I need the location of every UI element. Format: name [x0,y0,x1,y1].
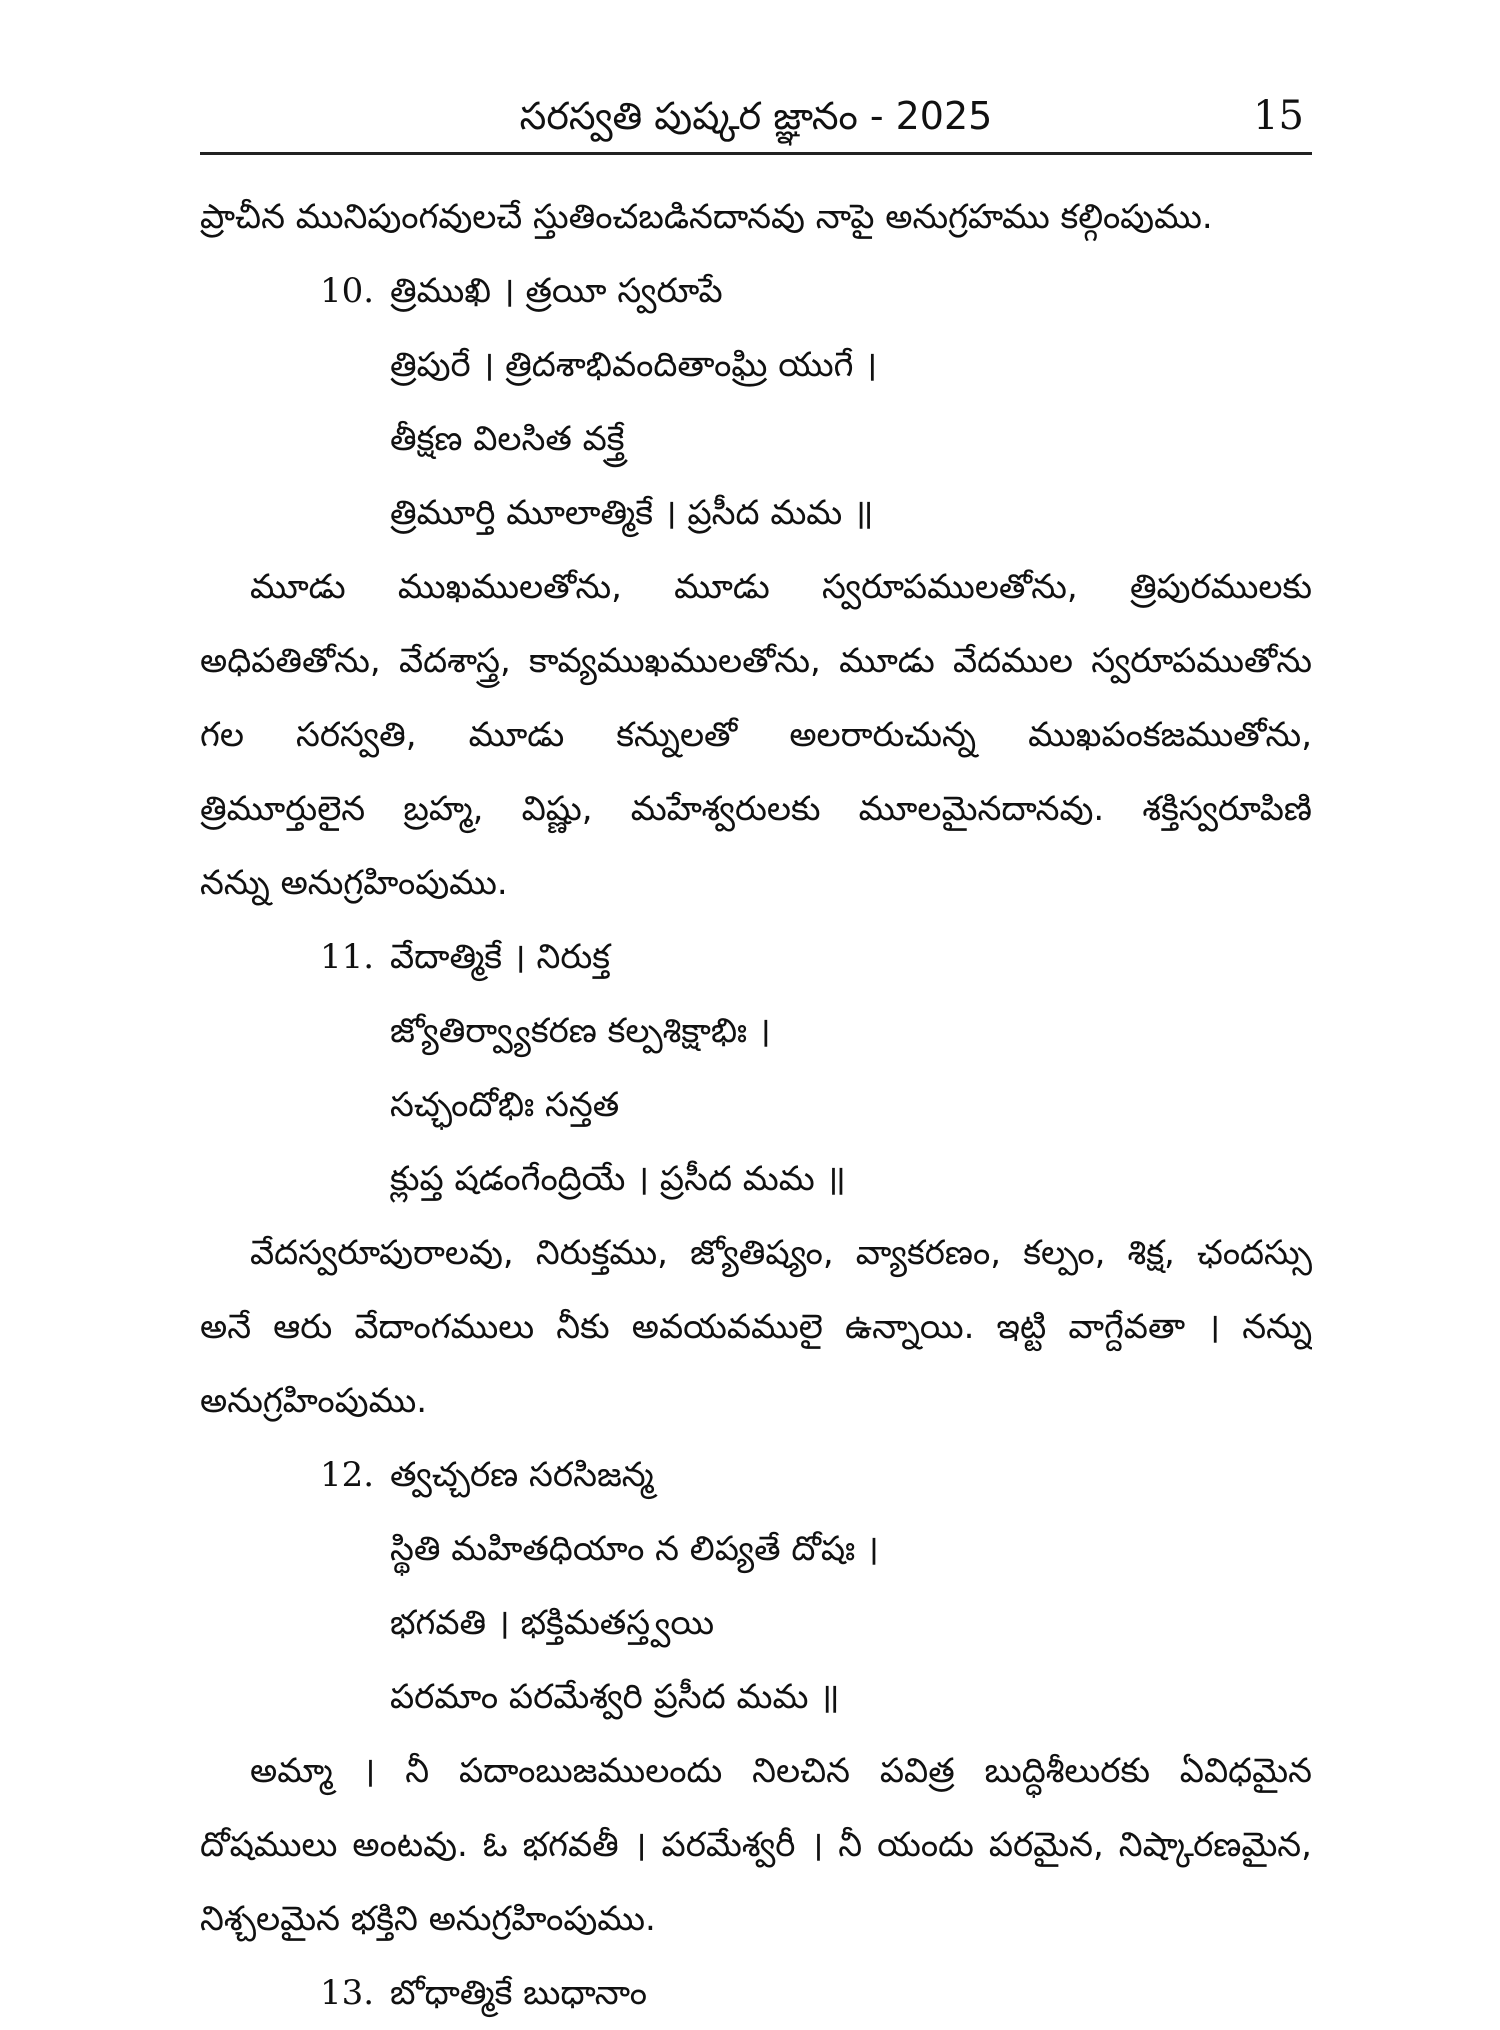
header-rule [200,152,1312,155]
verse-number: 12. [320,1455,375,1495]
explanation-10-line-3: గల సరస్వతి, మూడు కన్నులతో అలరారుచున్న ముఖపంకజముతోను, [200,715,1312,755]
verse-text: వేదాత్మికే । నిరుక్త [390,937,611,977]
verse-12-line-4: పరమాం పరమేశ్వరి ప్రసీద మమ ॥ [390,1677,840,1717]
verse-10-line-4: త్రిమూర్తి మూలాత్మికే । ప్రసీద మమ ॥ [390,493,874,533]
verse-11-line-2: జ్యోతిర్వ్యాకరణ కల్పశిక్షాభిః । [390,1011,771,1051]
verse-10-line-1 [200,254,1312,328]
running-title: సరస్వతి పుష్కర జ్ఞానం - 2025 [519,94,993,138]
explanation-10-line-4: త్రిమూర్తులైన బ్రహ్మ, విష్ణు, మహేశ్వరులకు మూలమైనదానవు. శక్తిస్వరూపిణి [200,789,1312,829]
verse-12-line-3: భగవతి । భక్తిమతస్త్వయి [390,1603,715,1643]
verse-11-line-3: సచ్ఛందోభిః సన్తత [390,1085,620,1125]
page-number: 15 [1253,93,1304,139]
verse-number: 11. [320,937,375,977]
explanation-11-line-3: అనుగ్రహింపుము. [200,1381,428,1421]
explanation-11-line-2: అనే ఆరు వేదాంగములు నీకు అవయవములై ఉన్నాయి. ఇట్టి వాగ్దేవతా । నన్ను [200,1307,1312,1347]
page-header [200,88,1312,148]
verse-11-line-1 [200,920,1312,994]
verse-text: త్రిముఖి । త్రయీ స్వరూపే [390,271,723,311]
verse-11-line-4: క్లుప్త షడంగేంద్రియే । ప్రసీద మమ ॥ [390,1159,846,1199]
verse-13-line-1 [200,1956,1312,2030]
explanation-12-line-1: అమ్మా । నీ పదాంబుజములందు నిలచిన పవిత్ర బుద్ధిశీలురకు ఏవిధమైన [250,1751,1312,1791]
verse-number: 13. [320,1973,375,2013]
explanation-12-line-3: నిశ్చలమైన భక్తిని అనుగ్రహింపుము. [200,1899,656,1939]
verse-text: బోధాత్మికే బుధానాం [390,1973,647,2013]
explanation-10-line-2: అధిపతితోను, వేదశాస్త్ర, కావ్యముఖములతోను, మూడు వేదముల స్వరూపముతోను [200,641,1312,681]
verse-10-line-2: త్రిపురే । త్రిదశాభివందితాంఘ్రి యుగే । [390,345,878,385]
verse-number: 10. [320,271,375,311]
verse-10-line-3: తీక్షణ విలసిత వక్త్రే [390,419,625,459]
verse-text: త్వచ్చరణ సరసిజన్మ [390,1455,654,1495]
page-body [200,180,1312,2030]
explanation-10-line-1: మూడు ముఖములతోను, మూడు స్వరూపములతోను, త్రిపురములకు [250,567,1312,607]
intro-line: ప్రాచీన మునిపుంగవులచే స్తుతించబడినదానవు నాపై అనుగ్రహము కల్గింపుము. [200,197,1213,237]
explanation-12-line-2: దోషములు అంటవు. ఓ భగవతీ । పరమేశ్వరీ । నీ యందు పరమైన, నిష్కారణమైన, [200,1825,1312,1865]
explanation-11-line-1: వేదస్వరూపురాలవు, నిరుక్తము, జ్యోతిష్యం, వ్యాకరణం, కల్పం, శిక్ష, ఛందస్సు [250,1233,1312,1273]
explanation-10-line-5: నన్ను అనుగ్రహింపుము. [200,863,508,903]
verse-12-line-2: స్థితి మహితధియాం న లిప్యతే దోషః । [390,1529,879,1569]
verse-12-line-1 [200,1438,1312,1512]
